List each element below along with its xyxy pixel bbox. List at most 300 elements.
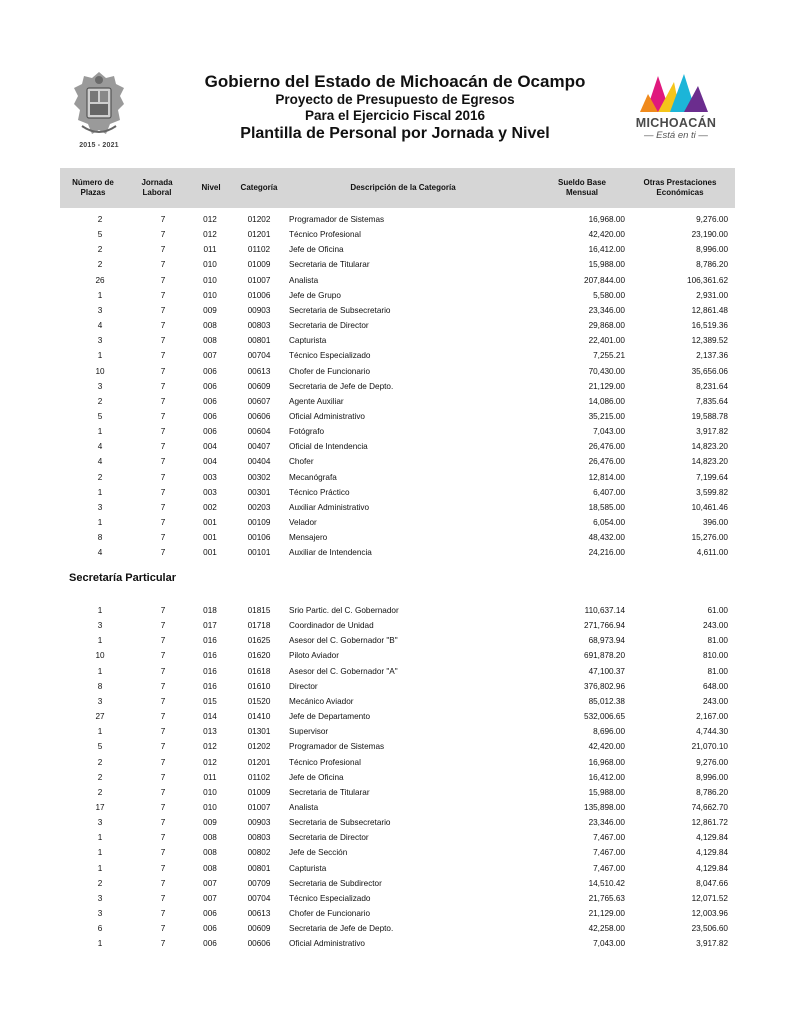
cell-jornada: 7 <box>160 442 166 452</box>
cell-nivel: 006 <box>203 381 217 391</box>
table-row <box>0 815 791 830</box>
cell-plazas: 1 <box>97 636 103 646</box>
cell-otras: 3,599.82 <box>696 487 728 497</box>
cell-descripcion: Supervisor <box>289 727 329 737</box>
cell-nivel: 006 <box>203 366 217 376</box>
cell-categoria: 00302 <box>247 472 271 482</box>
cell-nivel: 012 <box>203 757 217 767</box>
cell-nivel: 016 <box>203 651 217 661</box>
table-row <box>0 664 791 679</box>
cell-sueldo: 21,129.00 <box>588 381 625 391</box>
cell-jornada: 7 <box>160 275 166 285</box>
cell-jornada: 7 <box>160 666 166 676</box>
cell-nivel: 013 <box>203 727 217 737</box>
cell-descripcion: Capturista <box>289 863 327 873</box>
cell-otras: 14,823.20 <box>691 457 728 467</box>
cell-sueldo: 376,802.96 <box>584 681 625 691</box>
cell-categoria: 00604 <box>247 427 271 437</box>
cell-sueldo: 22,401.00 <box>588 336 625 346</box>
cell-categoria: 00903 <box>247 818 271 828</box>
cell-nivel: 011 <box>203 772 217 782</box>
cell-otras: 61.00 <box>707 606 728 615</box>
cell-categoria: 01201 <box>247 230 271 240</box>
table-row <box>0 227 791 242</box>
cell-descripcion: Fotógrafo <box>289 427 325 437</box>
cell-sueldo: 23,346.00 <box>588 305 625 315</box>
cell-jornada: 7 <box>160 533 166 543</box>
cell-plazas: 4 <box>97 457 103 467</box>
cell-nivel: 016 <box>203 636 217 646</box>
cell-otras: 2,137.36 <box>696 351 728 361</box>
cell-descripcion: Auxiliar de Intendencia <box>289 548 372 558</box>
cell-otras: 8,996.00 <box>696 772 728 782</box>
cell-descripcion: Auxiliar Administrativo <box>289 502 370 512</box>
cell-jornada: 7 <box>160 366 166 376</box>
cell-nivel: 010 <box>203 787 217 797</box>
cell-nivel: 015 <box>203 696 217 706</box>
cell-categoria: 00613 <box>247 909 271 918</box>
cell-descripcion: Secretaria de Jefe de Depto. <box>289 381 394 391</box>
cell-sueldo: 26,476.00 <box>588 457 625 467</box>
cell-nivel: 001 <box>203 548 217 558</box>
table-row <box>0 921 791 936</box>
cell-categoria: 00704 <box>247 893 271 903</box>
cell-sueldo: 7,467.00 <box>593 863 625 873</box>
table-row <box>0 633 791 648</box>
cell-nivel: 010 <box>203 260 217 270</box>
cell-descripcion: Oficial Administrativo <box>289 939 365 949</box>
cell-sueldo: 48,432.00 <box>588 533 625 543</box>
cell-jornada: 7 <box>160 742 166 752</box>
cell-otras: 3,917.82 <box>696 939 728 949</box>
cell-sueldo: 6,407.00 <box>593 487 625 497</box>
table-row <box>0 830 791 845</box>
cell-jornada: 7 <box>160 863 166 873</box>
cell-descripcion: Jefe de Oficina <box>289 245 344 255</box>
cell-descripcion: Secretaria de Titularar <box>289 787 370 797</box>
table-row <box>0 785 791 800</box>
table-row <box>0 545 791 560</box>
table-row <box>0 485 791 500</box>
cell-nivel: 016 <box>203 666 217 676</box>
cell-plazas: 2 <box>97 757 103 767</box>
section-title-secretaria-particular: Secretaría Particular <box>69 572 177 584</box>
table-row <box>0 694 791 709</box>
cell-descripcion: Capturista <box>289 336 327 346</box>
cell-otras: 12,071.52 <box>691 893 728 903</box>
cell-categoria: 01625 <box>247 636 271 646</box>
cell-otras: 8,231.64 <box>696 381 728 391</box>
cell-sueldo: 15,988.00 <box>588 260 625 270</box>
cell-jornada: 7 <box>160 381 166 391</box>
cell-nivel: 008 <box>203 336 217 346</box>
cell-plazas: 5 <box>97 742 103 752</box>
cell-sueldo: 68,973.94 <box>588 636 625 646</box>
table-row <box>0 318 791 333</box>
cell-otras: 8,047.66 <box>696 878 728 888</box>
cell-nivel: 012 <box>203 742 217 752</box>
cell-descripcion: Piloto Aviador <box>289 651 339 661</box>
cell-descripcion: Jefe de Departamento <box>289 712 371 722</box>
cell-nivel: 003 <box>203 472 217 482</box>
cell-plazas: 3 <box>97 305 103 315</box>
table-row <box>0 936 791 951</box>
cell-otras: 4,611.00 <box>696 548 728 558</box>
cell-nivel: 010 <box>203 290 217 300</box>
michoacan-logo <box>618 72 730 144</box>
cell-plazas: 3 <box>97 621 103 631</box>
cell-nivel: 010 <box>203 802 217 812</box>
cell-categoria: 01610 <box>247 681 271 691</box>
table-row <box>0 288 791 303</box>
cell-descripcion: Mecánico Aviador <box>289 696 354 706</box>
cell-categoria: 00609 <box>247 924 271 934</box>
cell-jornada: 7 <box>160 321 166 331</box>
table-row <box>0 891 791 906</box>
cell-otras: 74,662.70 <box>691 802 728 812</box>
cell-nivel: 001 <box>203 518 217 527</box>
table-row <box>0 379 791 394</box>
table-row <box>0 242 791 257</box>
cell-otras: 81.00 <box>707 666 728 676</box>
cell-categoria: 00407 <box>247 442 271 452</box>
cell-plazas: 1 <box>97 939 103 949</box>
cell-plazas: 1 <box>97 833 103 843</box>
cell-descripcion: Secretaria de Subdirector <box>289 878 382 888</box>
cell-otras: 14,823.20 <box>691 442 728 452</box>
column-header-nivel: Nivel <box>201 183 221 192</box>
column-header-jornada: Jornada Laboral <box>141 178 173 197</box>
cell-plazas: 4 <box>97 442 103 452</box>
cell-descripcion: Analista <box>289 802 319 812</box>
cell-descripcion: Oficial Administrativo <box>289 411 365 421</box>
cell-descripcion: Chofer de Funcionario <box>289 909 371 918</box>
cell-plazas: 1 <box>97 863 103 873</box>
cell-plazas: 2 <box>97 787 103 797</box>
cell-jornada: 7 <box>160 802 166 812</box>
cell-jornada: 7 <box>160 924 166 934</box>
cell-sueldo: 16,968.00 <box>588 215 625 224</box>
cell-nivel: 012 <box>203 230 217 240</box>
cell-otras: 243.00 <box>702 696 728 706</box>
cell-plazas: 2 <box>97 215 103 224</box>
cell-sueldo: 691,878.20 <box>584 651 625 661</box>
cell-jornada: 7 <box>160 260 166 270</box>
cell-sueldo: 16,968.00 <box>588 757 625 767</box>
cell-otras: 15,276.00 <box>691 533 728 543</box>
cell-plazas: 3 <box>97 909 103 918</box>
table-row <box>0 333 791 348</box>
logo-tagline: — Está en ti — <box>644 130 708 141</box>
seal-years: 2015 - 2021 <box>79 142 119 149</box>
cell-categoria: 00606 <box>247 939 271 949</box>
cell-jornada: 7 <box>160 712 166 722</box>
cell-descripcion: Programador de Sistemas <box>289 742 385 752</box>
cell-categoria: 01410 <box>247 712 271 722</box>
table-row <box>0 394 791 409</box>
cell-otras: 648.00 <box>702 681 728 691</box>
cell-plazas: 17 <box>95 802 105 812</box>
document-title-block <box>150 72 640 144</box>
cell-descripcion: Asesor del C. Gobernador "B" <box>289 636 398 646</box>
cell-jornada: 7 <box>160 696 166 706</box>
cell-nivel: 004 <box>203 457 217 467</box>
cell-otras: 4,129.84 <box>696 863 728 873</box>
cell-otras: 12,389.52 <box>691 336 728 346</box>
cell-categoria: 01718 <box>247 621 271 631</box>
cell-plazas: 3 <box>97 696 103 706</box>
cell-categoria: 00803 <box>247 321 271 331</box>
cell-otras: 7,835.64 <box>696 396 728 406</box>
cell-descripcion: Chofer de Funcionario <box>289 366 371 376</box>
table-row <box>0 515 791 530</box>
cell-otras: 23,190.00 <box>691 230 728 240</box>
cell-sueldo: 18,585.00 <box>588 502 625 512</box>
cell-categoria: 01620 <box>247 651 271 661</box>
cell-sueldo: 8,696.00 <box>593 727 625 737</box>
cell-sueldo: 47,100.37 <box>588 666 625 676</box>
cell-plazas: 2 <box>97 260 103 270</box>
cell-sueldo: 7,255.21 <box>593 351 625 361</box>
cell-descripcion: Jefe de Sección <box>289 848 348 858</box>
cell-nivel: 010 <box>203 275 217 285</box>
cell-plazas: 1 <box>97 848 103 858</box>
cell-nivel: 014 <box>203 712 217 722</box>
cell-otras: 23,506.60 <box>691 924 728 934</box>
cell-nivel: 009 <box>203 305 217 315</box>
cell-jornada: 7 <box>160 245 166 255</box>
cell-plazas: 10 <box>95 651 105 661</box>
cell-descripcion: Técnico Profesional <box>289 757 361 767</box>
table-row <box>0 257 791 272</box>
table-row <box>0 755 791 770</box>
cell-descripcion: Chofer <box>289 457 314 467</box>
cell-sueldo: 14,086.00 <box>588 396 625 406</box>
cell-plazas: 26 <box>95 275 105 285</box>
cell-categoria: 01006 <box>247 290 271 300</box>
table-row <box>0 845 791 860</box>
table-row <box>0 679 791 694</box>
cell-nivel: 006 <box>203 909 217 918</box>
cell-otras: 2,931.00 <box>696 290 728 300</box>
cell-otras: 35,656.06 <box>691 366 728 376</box>
cell-nivel: 006 <box>203 411 217 421</box>
cell-descripcion: Técnico Profesional <box>289 230 361 240</box>
cell-descripcion: Srio Partic. del C. Gobernador <box>289 606 399 615</box>
cell-jornada: 7 <box>160 290 166 300</box>
table-row <box>0 709 791 724</box>
cell-plazas: 1 <box>97 518 103 527</box>
cell-otras: 9,276.00 <box>696 757 728 767</box>
cell-descripcion: Agente Auxiliar <box>289 396 344 406</box>
cell-nivel: 007 <box>203 351 217 361</box>
cell-jornada: 7 <box>160 757 166 767</box>
cell-otras: 106,361.62 <box>687 275 728 285</box>
cell-otras: 19,588.78 <box>691 411 728 421</box>
coat-of-arms-icon <box>70 70 128 142</box>
document-subtitle-year: Para el Ejercicio Fiscal 2016 <box>304 108 486 123</box>
cell-categoria: 00606 <box>247 411 271 421</box>
document-subtitle-budget: Proyecto de Presupuesto de Egresos <box>275 92 515 107</box>
cell-otras: 7,199.64 <box>696 472 728 482</box>
cell-plazas: 2 <box>97 396 103 406</box>
cell-descripcion: Programador de Sistemas <box>289 215 385 224</box>
cell-jornada: 7 <box>160 305 166 315</box>
cell-categoria: 01202 <box>247 215 271 224</box>
cell-sueldo: 21,129.00 <box>588 909 625 918</box>
cell-categoria: 00801 <box>247 336 271 346</box>
cell-jornada: 7 <box>160 457 166 467</box>
cell-descripcion: Mensajero <box>289 533 328 543</box>
cell-nivel: 018 <box>203 606 217 615</box>
table-row <box>0 348 791 363</box>
cell-otras: 21,070.10 <box>691 742 728 752</box>
cell-nivel: 004 <box>203 442 217 452</box>
cell-categoria: 00704 <box>247 351 271 361</box>
table-header <box>60 168 735 208</box>
cell-plazas: 27 <box>95 712 105 722</box>
cell-jornada: 7 <box>160 727 166 737</box>
cell-jornada: 7 <box>160 833 166 843</box>
cell-otras: 12,861.72 <box>691 818 728 828</box>
cell-jornada: 7 <box>160 848 166 858</box>
cell-nivel: 008 <box>203 863 217 873</box>
cell-descripcion: Secretaria de Subsecretario <box>289 305 391 315</box>
cell-plazas: 4 <box>97 548 103 558</box>
cell-sueldo: 7,467.00 <box>593 833 625 843</box>
cell-categoria: 00801 <box>247 863 271 873</box>
cell-jornada: 7 <box>160 651 166 661</box>
cell-descripcion: Técnico Práctico <box>289 487 350 497</box>
cell-categoria: 01009 <box>247 787 271 797</box>
cell-otras: 810.00 <box>702 651 728 661</box>
cell-jornada: 7 <box>160 518 166 527</box>
cell-sueldo: 70,430.00 <box>588 366 625 376</box>
cell-sueldo: 110,637.14 <box>584 606 625 615</box>
cell-categoria: 00709 <box>247 878 271 888</box>
table-row <box>0 212 791 227</box>
cell-nivel: 007 <box>203 893 217 903</box>
cell-plazas: 4 <box>97 321 103 331</box>
cell-categoria: 00607 <box>247 396 271 406</box>
cell-nivel: 009 <box>203 818 217 828</box>
cell-descripcion: Asesor del C. Gobernador "A" <box>289 666 398 676</box>
cell-jornada: 7 <box>160 411 166 421</box>
cell-nivel: 006 <box>203 939 217 949</box>
column-header-otras: Otras Prestaciones Económicas <box>643 178 717 197</box>
cell-plazas: 3 <box>97 893 103 903</box>
cell-descripcion: Secretaria de Titularar <box>289 260 370 270</box>
cell-plazas: 5 <box>97 230 103 240</box>
cell-categoria: 01102 <box>247 245 271 255</box>
table-row <box>0 500 791 515</box>
cell-categoria: 01201 <box>247 757 271 767</box>
cell-jornada: 7 <box>160 487 166 497</box>
cell-descripcion: Técnico Especializado <box>289 893 371 903</box>
cell-categoria: 01007 <box>247 275 271 285</box>
table-row <box>0 273 791 288</box>
table-row <box>0 530 791 545</box>
cell-plazas: 3 <box>97 502 103 512</box>
cell-jornada: 7 <box>160 681 166 691</box>
cell-descripcion: Secretaria de Director <box>289 833 369 843</box>
cell-plazas: 8 <box>97 533 103 543</box>
cell-descripcion: Secretaria de Director <box>289 321 369 331</box>
cell-nivel: 001 <box>203 533 217 543</box>
cell-descripcion: Jefe de Oficina <box>289 772 344 782</box>
cell-jornada: 7 <box>160 772 166 782</box>
cell-otras: 16,519.36 <box>691 321 728 331</box>
cell-nivel: 008 <box>203 321 217 331</box>
cell-otras: 243.00 <box>702 621 728 631</box>
cell-otras: 4,129.84 <box>696 848 728 858</box>
cell-nivel: 006 <box>203 924 217 934</box>
cell-categoria: 00903 <box>247 305 271 315</box>
cell-jornada: 7 <box>160 787 166 797</box>
table-row <box>0 618 791 633</box>
cell-plazas: 6 <box>97 924 103 934</box>
document-title: Gobierno del Estado de Michoacán de Ocampo <box>204 72 586 91</box>
cell-sueldo: 85,012.38 <box>588 696 625 706</box>
cell-categoria: 00613 <box>247 366 271 376</box>
cell-categoria: 00106 <box>247 533 271 543</box>
cell-sueldo: 24,216.00 <box>588 548 625 558</box>
cell-jornada: 7 <box>160 230 166 240</box>
table-row <box>0 409 791 424</box>
cell-plazas: 2 <box>97 245 103 255</box>
cell-nivel: 003 <box>203 487 217 497</box>
cell-plazas: 5 <box>97 411 103 421</box>
column-header-plazas: Número de Plazas <box>72 178 114 197</box>
cell-sueldo: 5,580.00 <box>593 290 625 300</box>
cell-otras: 10,461.46 <box>691 502 728 512</box>
table-row <box>0 739 791 754</box>
cell-jornada: 7 <box>160 427 166 437</box>
cell-categoria: 00101 <box>247 548 271 558</box>
cell-plazas: 3 <box>97 336 103 346</box>
cell-otras: 4,744.30 <box>696 727 728 737</box>
cell-nivel: 008 <box>203 848 217 858</box>
cell-sueldo: 532,006.65 <box>584 712 625 722</box>
cell-sueldo: 26,476.00 <box>588 442 625 452</box>
cell-jornada: 7 <box>160 472 166 482</box>
cell-descripcion: Velador <box>289 518 317 527</box>
cell-otras: 12,003.96 <box>691 909 728 918</box>
cell-plazas: 8 <box>97 681 103 691</box>
cell-jornada: 7 <box>160 818 166 828</box>
cell-nivel: 008 <box>203 833 217 843</box>
cell-categoria: 01815 <box>247 606 271 615</box>
cell-descripcion: Oficial de Intendencia <box>289 442 368 452</box>
table-row <box>0 364 791 379</box>
column-header-descripcion: Descripción de la Categoría <box>350 183 456 192</box>
cell-sueldo: 29,868.00 <box>588 321 625 331</box>
cell-categoria: 01520 <box>247 696 271 706</box>
cell-sueldo: 16,412.00 <box>588 245 625 255</box>
table-row <box>0 770 791 785</box>
cell-categoria: 00803 <box>247 833 271 843</box>
cell-descripcion: Secretaria de Jefe de Depto. <box>289 924 394 934</box>
cell-jornada: 7 <box>160 878 166 888</box>
cell-jornada: 7 <box>160 336 166 346</box>
table-row <box>0 439 791 454</box>
cell-otras: 2,167.00 <box>696 712 728 722</box>
cell-otras: 3,917.82 <box>696 427 728 437</box>
cell-sueldo: 7,043.00 <box>593 427 625 437</box>
cell-descripcion: Mecanógrafa <box>289 472 337 482</box>
cell-sueldo: 42,420.00 <box>588 742 625 752</box>
cell-jornada: 7 <box>160 396 166 406</box>
